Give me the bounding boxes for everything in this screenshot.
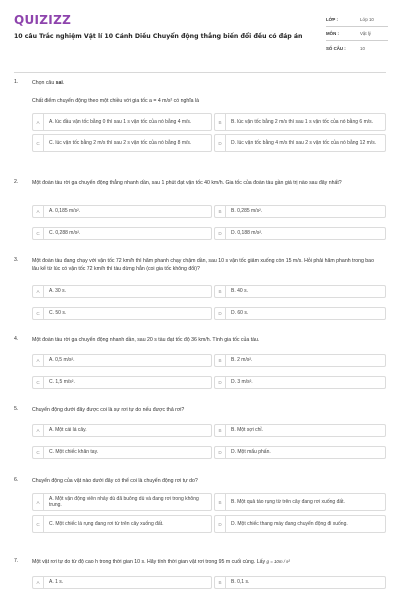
question-text: Một đoàn tàu rời ga chuyển động thẳng nhanh dần, sau 1 phút đạt vận tốc 40 km/h. Gia tốc của đoàn tàu gần giá trị nào sau đây nhất? bbox=[32, 180, 342, 186]
option-a[interactable]: A A. 30 s. bbox=[32, 285, 212, 298]
question-number: 2. bbox=[14, 179, 19, 185]
question-subtext: Chất điểm chuyển động theo một chiều với gia tốc a = 4 m/s² có nghĩa là bbox=[32, 98, 200, 104]
question-5 bbox=[14, 406, 386, 466]
option-a[interactable]: A A. Một vận động viên nhảy dù đã buông dù và đang rơi trong không trung. bbox=[32, 493, 212, 511]
option-a[interactable]: A A. 1 s. bbox=[32, 576, 212, 589]
option-a[interactable]: A A. 0,185 m/s². bbox=[32, 205, 212, 218]
option-d[interactable]: D D. 60 s. bbox=[214, 307, 386, 320]
question-text: Một đoàn tàu rời ga chuyển động nhanh dần, sau 20 s tàu đạt tốc độ 36 km/h. Tính gia tốc của tàu. bbox=[32, 337, 260, 343]
meta-value: Lớp 10 bbox=[360, 17, 374, 22]
question-number: 5. bbox=[14, 406, 19, 412]
option-b[interactable]: B B. 40 s. bbox=[214, 285, 386, 298]
option-a[interactable]: A A. lúc đầu vận tốc bằng 0 thì sau 1 s vận tốc của nó bằng 4 m/s. bbox=[32, 113, 212, 131]
option-b[interactable]: B B. Một quả táo rụng từ trên cây đang rơi xuống đất. bbox=[214, 493, 386, 511]
question-number: 7. bbox=[14, 558, 19, 564]
meta-value: Vật lý bbox=[360, 31, 371, 36]
option-b[interactable]: B B. Một sợi chỉ. bbox=[214, 424, 386, 437]
question-2 bbox=[14, 179, 386, 245]
meta-label: SỐ CÂU : bbox=[326, 45, 346, 51]
question-text: Chuyển động của vật nào dưới đây có thể coi là chuyển động rơi tự do? bbox=[32, 478, 198, 484]
question-number: 1. bbox=[14, 79, 19, 85]
question-text: Chọn câu sai. bbox=[32, 80, 65, 86]
option-c[interactable]: C C. Một chiếc khăn tay. bbox=[32, 446, 212, 459]
option-c[interactable]: C C. lúc vận tốc bằng 2 m/s thì sau 2 s vận tốc của nó bằng 8 m/s. bbox=[32, 134, 212, 152]
option-c[interactable]: C C. 1,5 m/s². bbox=[32, 376, 212, 389]
question-number: 3. bbox=[14, 257, 19, 263]
option-d[interactable]: D D. 3 m/s². bbox=[214, 376, 386, 389]
option-d[interactable]: D D. 0,188 m/s². bbox=[214, 227, 386, 240]
option-c[interactable]: C C. Một chiếc lá rụng đang rơi từ trên cây xuống đất. bbox=[32, 515, 212, 533]
option-d[interactable]: D D. Một chiếc thang máy đang chuyển động đi xuống. bbox=[214, 515, 386, 533]
question-6 bbox=[14, 477, 386, 547]
meta-row-class bbox=[326, 13, 388, 27]
header-divider bbox=[14, 72, 386, 73]
question-text: Chuyển động dưới đây được coi là sự rơi tự do nếu được thả rơi? bbox=[32, 407, 185, 413]
question-1 bbox=[14, 79, 386, 169]
meta-value: 10 bbox=[360, 45, 365, 51]
meta-row-subject bbox=[326, 27, 388, 41]
document-title: 10 câu Trắc nghiệm Vật lí 10 Cánh Diều Chuyển động thẳng biến đổi đều có đáp án bbox=[14, 33, 303, 40]
page-header bbox=[0, 0, 400, 68]
question-text: Một đoàn tàu đang chạy với vận tốc 72 km/h thì hãm phanh chạy chậm dần, sau 10 s vận tốc giảm xuống còn 15 m/s. Hỏi phải hãm phanh trong bao lâu kể từ lúc có vận tốc 72 km/h thì tàu dừng hẳn (coi gia tốc không đổi)? bbox=[32, 258, 374, 272]
meta-panel bbox=[326, 13, 388, 55]
option-b[interactable]: B B. 0,285 m/s². bbox=[214, 205, 386, 218]
option-a[interactable]: A A. Một cái lá cây. bbox=[32, 424, 212, 437]
question-number: 6. bbox=[14, 477, 19, 483]
option-b[interactable]: B B. 0,1 s. bbox=[214, 576, 386, 589]
question-3 bbox=[14, 257, 386, 327]
question-number: 4. bbox=[14, 336, 19, 342]
option-c[interactable]: C C. 0,288 m/s². bbox=[32, 227, 212, 240]
option-b[interactable]: B B. 2 m/s². bbox=[214, 354, 386, 367]
option-d[interactable]: D D. Một mẩu phấn. bbox=[214, 446, 386, 459]
meta-row-count bbox=[326, 41, 388, 55]
meta-label: LỚP : bbox=[326, 17, 338, 22]
option-b[interactable]: B B. lúc vận tốc bằng 2 m/s thì sau 1 s vận tốc của nó bằng 6 m/s. bbox=[214, 113, 386, 131]
question-4 bbox=[14, 336, 386, 396]
gravity-formula: g = 10m / s² bbox=[266, 559, 290, 564]
meta-label: MÔN : bbox=[326, 31, 339, 36]
option-d[interactable]: D D. lúc vận tốc bằng 4 m/s thì sau 2 s vận tốc của nó bằng 12 m/s. bbox=[214, 134, 386, 152]
question-text: Một vật rơi tự do từ độ cao h trong thời gian 10 s. Hãy tính thời gian vật rơi trong 95 m cuối cùng. Lấy g = 10m / s² bbox=[32, 559, 290, 565]
quizizz-logo: QUIZIZZ bbox=[14, 13, 72, 27]
question-7 bbox=[14, 558, 386, 598]
option-c[interactable]: C C. 50 s. bbox=[32, 307, 212, 320]
option-a[interactable]: A A. 0,5 m/s². bbox=[32, 354, 212, 367]
